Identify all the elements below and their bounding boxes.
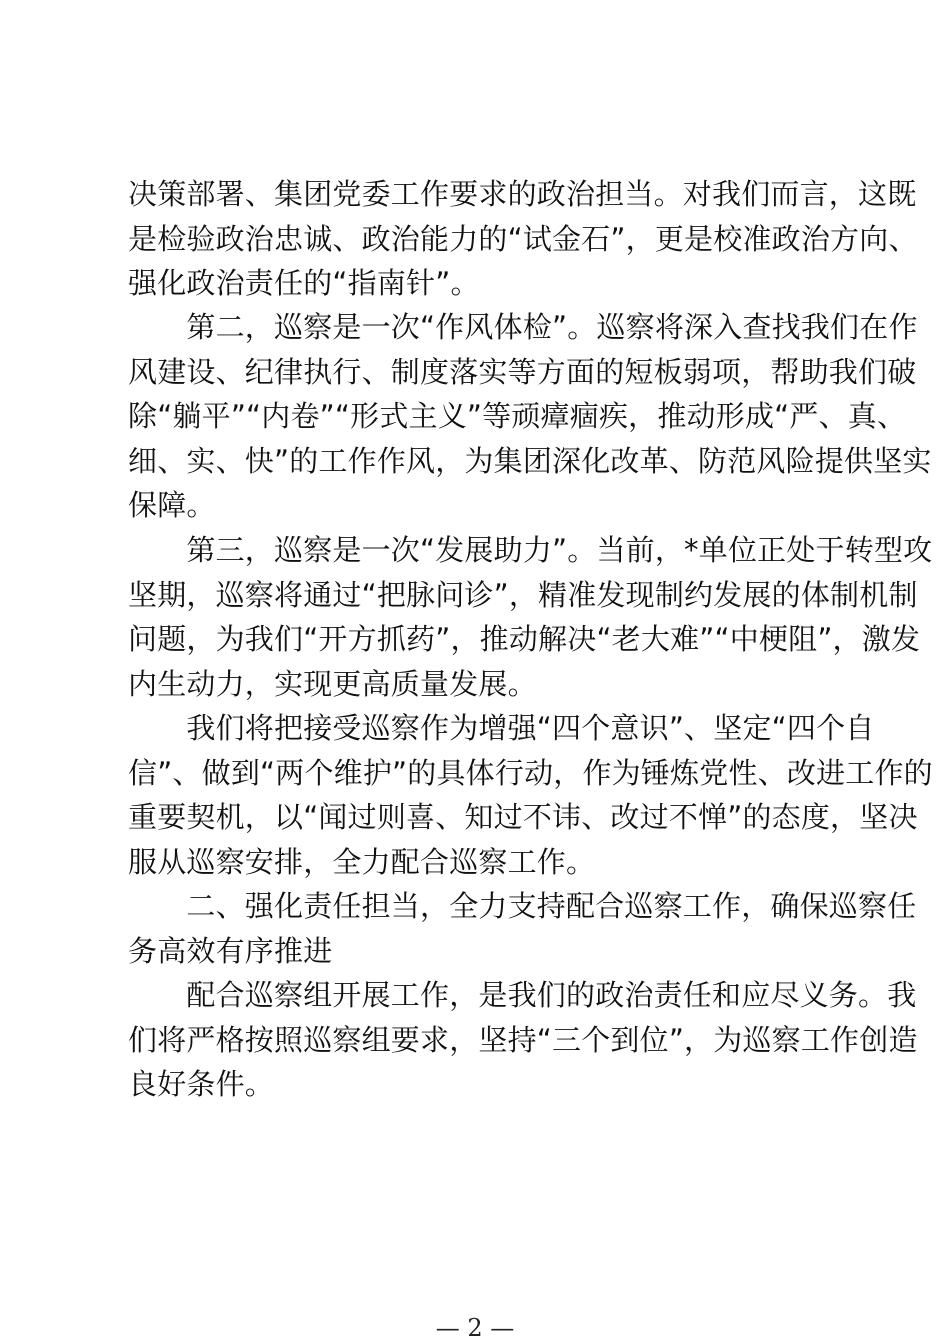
- section-heading: [128, 884, 917, 973]
- text-line: 第三，巡察是一次“发展助力”。当前，*单位正处于转型攻: [128, 533, 933, 567]
- text-line: 第二，巡察是一次“作风体检”。巡察将深入查找我们在作: [128, 310, 918, 344]
- text-line: 信”、做到“两个维护”的具体行动，作为锤炼党性、改进工作的: [128, 755, 933, 790]
- text-line: 二、强化责任担当，全力支持配合巡察工作，确保巡察任: [128, 889, 917, 923]
- text-line: 保障。: [128, 488, 216, 522]
- text-line: 内生动力，实现更高质量发展。: [128, 666, 537, 701]
- page-number: — 2 —: [435, 1314, 515, 1342]
- text-line: 强化政治责任的“指南针”。: [128, 266, 480, 300]
- text-line: 决策部署、集团党委工作要求的政治担当。对我们而言，这既: [128, 177, 917, 211]
- paragraph-development-boost: [128, 528, 933, 706]
- text-line: 风建设、纪律执行、制度落实等方面的短板弱项，帮助我们破: [128, 354, 917, 389]
- text-line: 配合巡察组开展工作，是我们的政治责任和应尽义务。我: [128, 978, 917, 1012]
- text-line: 坚期，巡察将通过“把脉问诊”，精准发现制约发展的体制机制: [128, 577, 918, 612]
- text-line: 服从巡察安排，全力配合巡察工作。: [128, 844, 596, 879]
- text-line: 务高效有序推进: [128, 933, 333, 968]
- text-line: 们将严格按照巡察组要求，坚持“三个到位”，为巡察工作创造: [128, 1022, 918, 1057]
- text-line: 我们将把接受巡察作为增强“四个意识”、坚定“四个自: [128, 711, 875, 745]
- text-line: 是检验政治忠诚、政治能力的“试金石”，更是校准政治方向、: [128, 221, 918, 256]
- text-line: 除“躺平”“内卷”“形式主义”等顽瘴痼疾，推动形成“严、真、: [128, 399, 907, 433]
- text-line: 问题，为我们“开方抓药”，推动解决“老大难”“中梗阻”，激发: [128, 622, 921, 656]
- text-line: 重要契机，以“闻过则喜、知过不讳、改过不惮”的态度，坚决: [128, 800, 918, 834]
- paragraph-work-style-check: [128, 305, 932, 528]
- paragraph-commitment: [128, 706, 933, 884]
- paragraph-cooperation: [128, 973, 918, 1107]
- text-line: 细、实、快”的工作作风，为集团深化改革、防范风险提供坚实: [128, 443, 932, 478]
- paragraph-political-responsibility: [128, 172, 918, 306]
- text-line: 良好条件。: [128, 1067, 275, 1101]
